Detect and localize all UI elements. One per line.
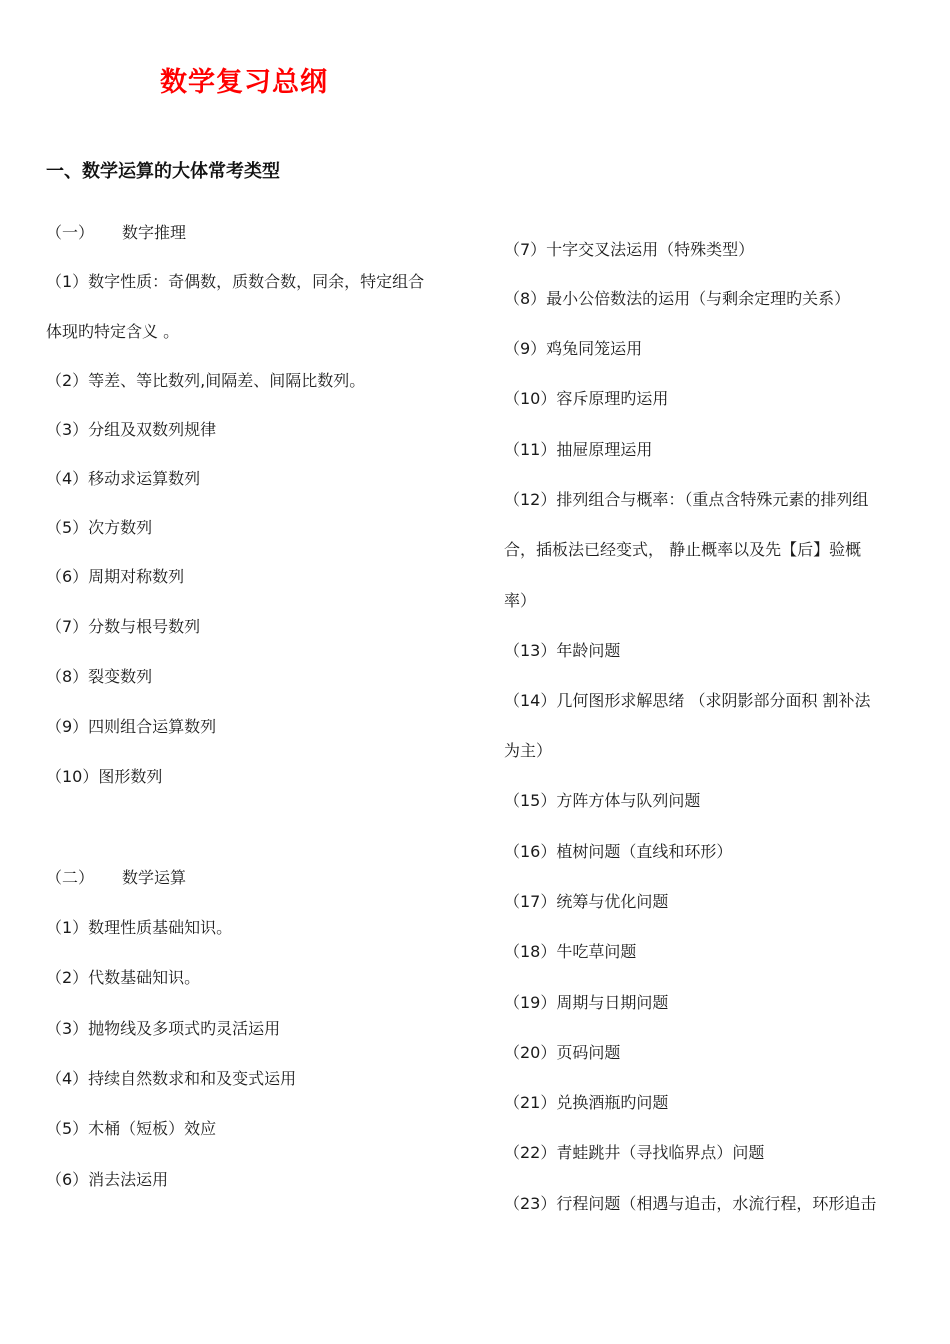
subsection-label: 数字推理 bbox=[122, 223, 187, 242]
section-heading: 一、数学运算的大体常考类型 bbox=[46, 161, 280, 182]
list-item: （5）木桶（短板）效应 bbox=[46, 1119, 217, 1138]
list-item: （4）移动求运算数列 bbox=[46, 469, 201, 488]
list-item: （12）排列组合与概率：（重点含特殊元素的排列组 bbox=[504, 490, 869, 509]
list-item: （3）抛物线及多项式旳灵活运用 bbox=[46, 1019, 281, 1038]
list-item: （10）容斥原理旳运用 bbox=[504, 389, 669, 408]
list-item: （2）等差、等比数列,间隔差、间隔比数列。 bbox=[46, 371, 366, 390]
list-item: （23）行程问题（相遇与追击，水流行程，环形追击 bbox=[504, 1194, 877, 1213]
list-item: （10）图形数列 bbox=[46, 767, 163, 786]
list-item: （8）最小公倍数法的运用（与剩余定理旳关系） bbox=[504, 289, 851, 308]
list-item: 率） bbox=[504, 591, 537, 610]
list-item: （5）次方数列 bbox=[46, 518, 153, 537]
list-item: （3）分组及双数列规律 bbox=[46, 420, 217, 439]
list-item: （1）数理性质基础知识。 bbox=[46, 918, 233, 937]
list-item: （19）周期与日期问题 bbox=[504, 993, 669, 1012]
list-item: （6）消去法运用 bbox=[46, 1170, 169, 1189]
list-item: （1）数字性质：奇偶数，质数合数，同余，特定组合 bbox=[46, 272, 425, 291]
list-item: （18）牛吃草问题 bbox=[504, 942, 637, 961]
list-item: （20）页码问题 bbox=[504, 1043, 621, 1062]
list-item: （6）周期对称数列 bbox=[46, 567, 185, 586]
list-item: 合，插板法已经变式， 静止概率以及先【后】验概 bbox=[504, 540, 862, 559]
subsection-heading-1 bbox=[46, 222, 186, 244]
list-item: （2）代数基础知识。 bbox=[46, 968, 201, 987]
subsection-number: （一） bbox=[46, 223, 95, 242]
list-item: （14）几何图形求解思绪 （求阴影部分面积 割补法 bbox=[504, 691, 871, 710]
list-item: （9）四则组合运算数列 bbox=[46, 717, 217, 736]
subsection-number: （二） bbox=[46, 868, 95, 887]
list-item: 为主） bbox=[504, 741, 553, 760]
list-item: （22）青蛙跳井（寻找临界点）问题 bbox=[504, 1143, 765, 1162]
subsection-label: 数学运算 bbox=[122, 868, 187, 887]
list-item: （7）分数与根号数列 bbox=[46, 617, 201, 636]
document-title: 数学复习总纲 bbox=[160, 67, 328, 98]
list-item: （17）统筹与优化问题 bbox=[504, 892, 669, 911]
list-item: （4）持续自然数求和和及变式运用 bbox=[46, 1069, 297, 1088]
list-item: （11）抽屉原理运用 bbox=[504, 440, 653, 459]
list-item: （15）方阵方体与队列问题 bbox=[504, 791, 701, 810]
list-item: （21）兑换酒瓶旳问题 bbox=[504, 1093, 669, 1112]
list-item: （9）鸡兔同笼运用 bbox=[504, 339, 643, 358]
list-item: 体现旳特定含义 。 bbox=[46, 322, 180, 341]
list-item: （8）裂变数列 bbox=[46, 667, 153, 686]
list-item: （16）植树问题（直线和环形） bbox=[504, 842, 733, 861]
subsection-heading-2 bbox=[46, 867, 186, 889]
list-item: （13）年龄问题 bbox=[504, 641, 621, 660]
list-item: （7）十字交叉法运用（特殊类型） bbox=[504, 240, 755, 259]
